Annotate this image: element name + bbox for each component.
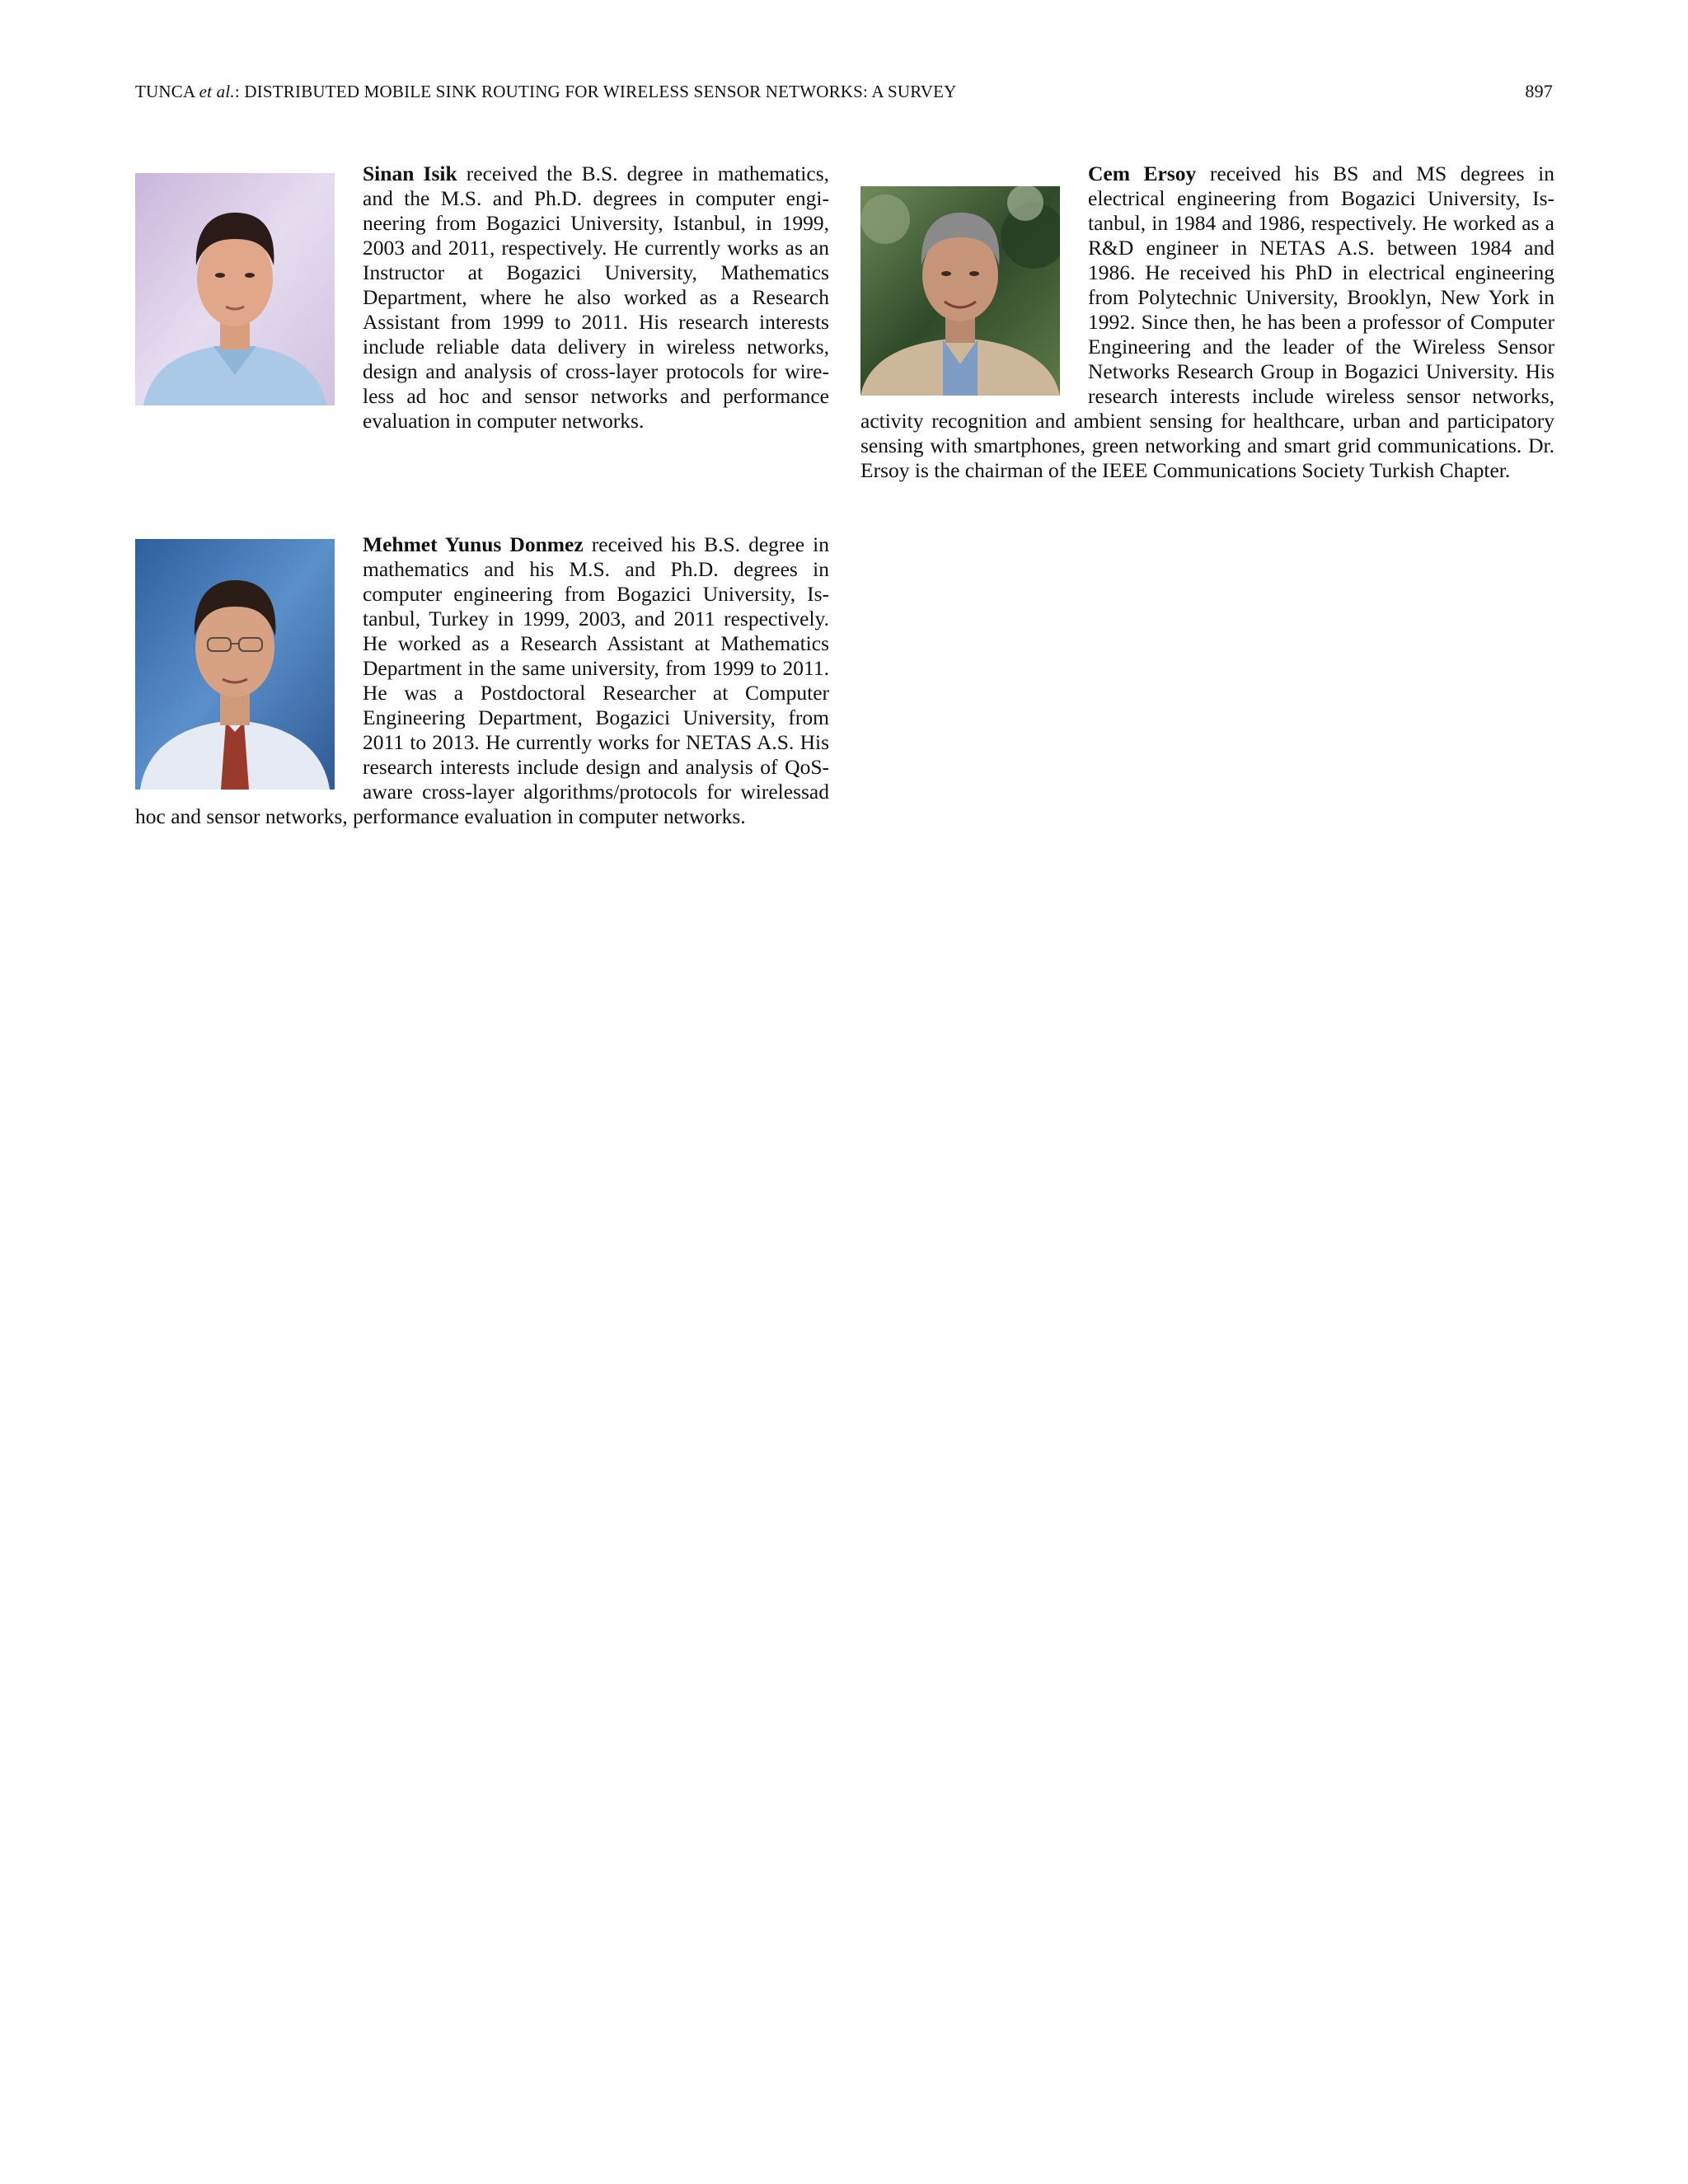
author-name-donmez: Mehmet Yunus Donmez bbox=[363, 532, 584, 556]
running-head-title bbox=[135, 79, 957, 104]
author-photo-donmez bbox=[135, 539, 335, 790]
portrait-ersoy-image bbox=[860, 186, 1060, 396]
author-photo-ersoy bbox=[860, 186, 1060, 396]
running-head-etal: et al. bbox=[199, 82, 235, 101]
author-bio-text-isik: received the B.S. degree in mathematics, and the M.S. and Ph.D. degrees in computer engineering from Bogazici University, Istanbul, in 1999, 2003 and 2011, respectively. He currently works as an Instructor at Bogazici University, Mathematics Department, where he also worked as a Research Assistant from 1999 to 2011. His research interests include reliable data delivery in wireless networks, design and analysis of cross-layer protocols for wireless ad hoc and sensor networks and performance evaluation in computer networks. bbox=[363, 162, 830, 433]
running-head bbox=[135, 79, 1553, 104]
author-bio-text-donmez: received his B.S. degree in mathematics and his M.S. and Ph.D. degrees in computer engineering from Bogazici University, Istanbul, Turkey in 1999, 2003, and 2011 respectively. He worked as a Research Assistant at Mathematics Department in the same university, from 1999 to 2011. He was a Postdoctoral Researcher at Computer Engineering Department, Bogazici University, from 2011 to 2013. He currently works for NETAS A.S. His research interests include design and analysis of QoS-aware cross-layer algorithms/protocols for wirelessad hoc and sensor networks, performance evaluation in computer networks. bbox=[135, 532, 829, 828]
author-name-isik: Sinan Isik bbox=[363, 162, 457, 185]
portrait-isik-image bbox=[135, 173, 335, 405]
running-head-paper-title: : DISTRIBUTED MOBILE SINK ROUTING FOR WIRELESS SENSOR NETWORKS: A SURVEY bbox=[234, 82, 957, 101]
portrait-donmez-image bbox=[135, 539, 335, 790]
author-bio-ersoy bbox=[860, 162, 1554, 483]
author-bio-isik bbox=[135, 162, 829, 434]
author-bio-text-ersoy: received his BS and MS degrees in electrical engineering from Bogazici University, Istanbul, in 1984 and 1986, respectively. He worked as a R&D engineer in NETAS A.S. between 1984 and 1986. He received his PhD in electrical engineering from Polytechnic University, Brooklyn, New York in 1992. Since then, he has been a professor of Computer Engineering and the leader of the Wireless Sensor Networks Research Group in Bogazici University. His research interests include wireless sensor networks, activity recognition and ambient sensing for healthcare, urban and participatory sensing with smartphones, green networking and smart grid communications. Dr. Ersoy is the chairman of the IEEE Communications Society Turkish Chapter. bbox=[860, 162, 1554, 482]
author-bio-donmez bbox=[135, 532, 829, 829]
author-name-ersoy: Cem Ersoy bbox=[1088, 162, 1197, 185]
running-head-authors: TUNCA bbox=[135, 82, 195, 101]
page-number: 897 bbox=[1525, 81, 1553, 101]
author-photo-isik bbox=[135, 173, 335, 405]
